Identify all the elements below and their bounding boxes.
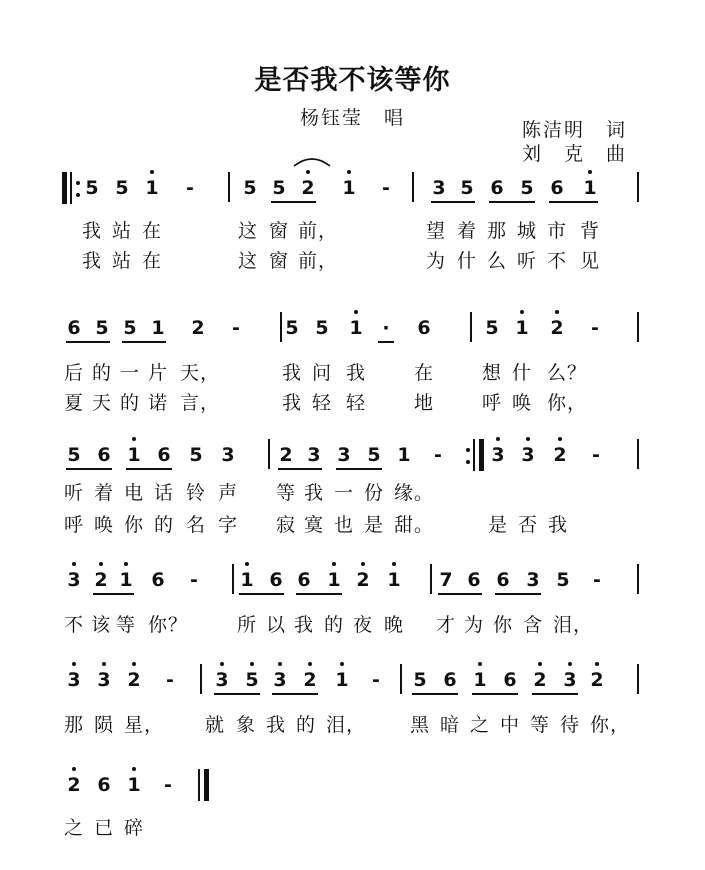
lyric-char: 轻 xyxy=(346,392,367,414)
song-title: 是否我不该等你 xyxy=(254,65,451,96)
jianpu-note: 1 xyxy=(143,177,161,199)
lyric-char: 问 xyxy=(312,362,333,384)
jianpu-note: - xyxy=(232,317,240,339)
jianpu-note: - xyxy=(593,569,601,591)
note-underline xyxy=(336,468,382,470)
note-underline xyxy=(532,693,578,695)
jianpu-note: 1 xyxy=(385,569,403,591)
jianpu-note: - xyxy=(190,569,198,591)
jianpu-note: 1 xyxy=(117,569,135,591)
jianpu-note: 1 xyxy=(340,177,358,199)
final-barline-thin xyxy=(198,769,200,801)
note-underline xyxy=(214,693,260,695)
lyric-char: 听 xyxy=(517,250,538,272)
lyric-char: 么 xyxy=(487,250,508,272)
jianpu-note: 5 xyxy=(520,177,534,199)
lyric-char: 那 xyxy=(64,714,85,736)
lyric-char: 诺 xyxy=(148,392,169,414)
barline xyxy=(228,172,230,202)
jianpu-note: 2 xyxy=(548,317,566,339)
jianpu-note: 2 xyxy=(588,669,606,691)
lyric-char: 象 xyxy=(236,714,257,736)
lyric-char: 窗 xyxy=(269,220,290,242)
lyric-char: 我 xyxy=(346,362,367,384)
jianpu-note: 5 xyxy=(285,317,299,339)
barline xyxy=(200,664,202,694)
slur-path xyxy=(294,159,330,166)
lyric-char: 晚 xyxy=(384,614,405,636)
lyric-char: 我 xyxy=(82,250,103,272)
jianpu-note: 3 xyxy=(561,669,579,691)
note-underline xyxy=(549,201,598,203)
jianpu-note: 1 xyxy=(325,569,343,591)
barline xyxy=(637,439,639,469)
barline xyxy=(637,172,639,202)
lyric-char: 我 xyxy=(82,220,103,242)
jianpu-note: - xyxy=(434,444,442,466)
jianpu-note: 2 xyxy=(299,177,317,199)
jianpu-note: 3 xyxy=(337,444,351,466)
repeat-open-thick xyxy=(62,172,67,204)
lyric-char: 才 xyxy=(436,614,457,636)
repeat-dot xyxy=(76,193,80,197)
lyric-char: 等 xyxy=(530,714,551,736)
lyric-char: 你， xyxy=(547,392,588,414)
jianpu-note: - xyxy=(186,177,194,199)
lyric-char: 之 xyxy=(470,714,491,736)
jianpu-note: 3 xyxy=(213,669,231,691)
lyric-char: 站 xyxy=(112,250,133,272)
jianpu-note: 1 xyxy=(471,669,489,691)
lyric-char: 站 xyxy=(112,220,133,242)
lyric-char: 一 xyxy=(120,362,141,384)
note-underline xyxy=(271,201,316,203)
jianpu-note: 5 xyxy=(485,317,499,339)
barline xyxy=(268,439,270,469)
jianpu-note: - xyxy=(166,669,174,691)
jianpu-note: 3 xyxy=(519,444,537,466)
lyric-char: 为 xyxy=(426,250,447,272)
lyric-char: 你， xyxy=(590,714,631,736)
lyric-char: 在 xyxy=(414,362,435,384)
lyric-char: 不 xyxy=(547,250,568,272)
lyric-char: 呼 xyxy=(482,392,503,414)
lyric-char: 你 xyxy=(124,514,145,536)
jianpu-note: - xyxy=(591,317,599,339)
lyric-char: 的 xyxy=(296,714,317,736)
lyric-char: 黑 xyxy=(410,714,431,736)
lyric-char: 声 xyxy=(218,482,239,504)
jianpu-note: 5 xyxy=(413,669,427,691)
lyric-char: 唤 xyxy=(512,392,533,414)
lyric-char: 暗 xyxy=(440,714,461,736)
jianpu-note: 5 xyxy=(243,669,261,691)
note-underline xyxy=(278,468,322,470)
lyric-char: 想 xyxy=(482,362,503,384)
lyric-char: 夜 xyxy=(353,614,374,636)
jianpu-note: 1 xyxy=(581,177,599,199)
jianpu-note: 5 xyxy=(85,177,99,199)
jianpu-note: 3 xyxy=(221,444,235,466)
jianpu-note: - xyxy=(382,177,390,199)
jianpu-note: · xyxy=(382,317,390,339)
jianpu-note: 6 xyxy=(67,317,81,339)
jianpu-note: 6 xyxy=(550,177,564,199)
lyric-char: 星， xyxy=(124,714,165,736)
lyric-char: 听 xyxy=(64,482,85,504)
lyric-char: 前， xyxy=(298,220,339,242)
lyric-char: 以 xyxy=(266,614,287,636)
lyric-char: 为 xyxy=(464,614,485,636)
barline xyxy=(430,564,432,594)
lyric-char: 窗 xyxy=(269,250,290,272)
lyric-char: 字 xyxy=(218,514,239,536)
jianpu-note: 3 xyxy=(432,177,446,199)
lyric-char: 已 xyxy=(94,817,115,839)
lyric-char: 什 xyxy=(457,250,478,272)
lyric-char: 所 xyxy=(237,614,258,636)
jianpu-note: 3 xyxy=(65,569,83,591)
lyric-char: 这 xyxy=(238,250,259,272)
lyric-char: 不 xyxy=(64,614,85,636)
jianpu-note: 5 xyxy=(115,177,129,199)
lyric-char: 泪， xyxy=(326,714,367,736)
lyric-char: 你？ xyxy=(148,614,189,636)
repeat-dot xyxy=(466,448,470,452)
lyric-char: 片 xyxy=(148,362,169,384)
jianpu-note: 6 xyxy=(157,444,171,466)
lyric-char: 我 xyxy=(282,362,303,384)
note-underline xyxy=(489,201,535,203)
lyric-char: 也 xyxy=(334,514,355,536)
lyric-char: 唤 xyxy=(94,514,115,536)
lyric-char: 天 xyxy=(92,392,113,414)
jianpu-note: 6 xyxy=(269,569,283,591)
barline xyxy=(637,312,639,342)
lyric-char: 的 xyxy=(92,362,113,384)
lyric-char: 寞 xyxy=(304,514,325,536)
lyric-char: 市 xyxy=(547,220,568,242)
lyric-char: 着 xyxy=(457,220,478,242)
lyric-char: 寂 xyxy=(276,514,297,536)
lyric-char: 背 xyxy=(580,220,601,242)
lyric-char: 城 xyxy=(517,220,538,242)
lyric-char: 的 xyxy=(154,514,175,536)
lyric-char: 我 xyxy=(304,482,325,504)
lyric-char: 份 xyxy=(364,482,385,504)
note-underline xyxy=(472,693,518,695)
lyric-char: 呼 xyxy=(64,514,85,536)
jianpu-note: 6 xyxy=(490,177,504,199)
jianpu-note: 5 xyxy=(460,177,474,199)
lyric-char: 的 xyxy=(324,614,345,636)
note-underline xyxy=(239,593,284,595)
note-underline xyxy=(66,341,110,343)
jianpu-note: 6 xyxy=(417,317,431,339)
singer-credit: 杨钰莹 唱 xyxy=(300,107,406,129)
jianpu-note: 3 xyxy=(489,444,507,466)
jianpu-note: 1 xyxy=(125,774,143,796)
lyric-char: 轻 xyxy=(312,392,333,414)
composer-credit: 刘 克 曲 xyxy=(522,143,628,165)
jianpu-note: 2 xyxy=(531,669,549,691)
jianpu-note: 5 xyxy=(556,569,570,591)
lyric-char: 就 xyxy=(205,714,226,736)
final-barline-thick xyxy=(204,769,209,801)
jianpu-note: 2 xyxy=(301,669,319,691)
jianpu-note: 5 xyxy=(272,177,286,199)
repeat-dot xyxy=(466,460,470,464)
lyric-char: 陨 xyxy=(94,714,115,736)
lyric-char: 么？ xyxy=(547,362,588,384)
lyric-char: 什 xyxy=(512,362,533,384)
lyric-char: 名 xyxy=(186,514,207,536)
lyric-char: 那 xyxy=(487,220,508,242)
note-underline xyxy=(412,693,458,695)
lyric-char: 见 xyxy=(580,250,601,272)
jianpu-note: 1 xyxy=(238,569,256,591)
lyric-char: 望 xyxy=(426,220,447,242)
note-underline xyxy=(431,201,475,203)
repeat-close-thin xyxy=(473,439,475,471)
jianpu-note: 2 xyxy=(551,444,569,466)
lyric-char: 我 xyxy=(282,392,303,414)
jianpu-note: 6 xyxy=(97,774,111,796)
lyric-char: 这 xyxy=(238,220,259,242)
barline xyxy=(637,564,639,594)
lyric-char: 是 xyxy=(488,514,509,536)
lyricist-credit: 陈洁明 词 xyxy=(522,119,628,141)
note-underline xyxy=(272,693,318,695)
jianpu-note: 2 xyxy=(354,569,372,591)
barline xyxy=(412,172,414,202)
jianpu-note: 5 xyxy=(95,317,109,339)
jianpu-note: 6 xyxy=(496,569,510,591)
barline xyxy=(232,564,234,594)
lyric-char: 待 xyxy=(560,714,581,736)
jianpu-note: 3 xyxy=(65,669,83,691)
lyric-char: 电 xyxy=(124,482,145,504)
lyric-char: 一 xyxy=(334,482,355,504)
jianpu-note: 2 xyxy=(279,444,293,466)
note-underline xyxy=(438,593,482,595)
lyric-char: 后 xyxy=(64,362,85,384)
note-underline xyxy=(122,341,166,343)
lyric-char: 该 xyxy=(91,614,112,636)
repeat-dot xyxy=(76,181,80,185)
jianpu-note: - xyxy=(372,669,380,691)
jianpu-note: 1 xyxy=(513,317,531,339)
lyric-char: 我 xyxy=(548,514,569,536)
jianpu-note: 5 xyxy=(243,177,257,199)
lyric-char: 中 xyxy=(500,714,521,736)
barline xyxy=(470,312,472,342)
lyric-char: 前， xyxy=(298,250,339,272)
lyric-char: 碎 xyxy=(124,817,145,839)
note-underline xyxy=(66,468,112,470)
note-underline xyxy=(378,341,394,343)
lyric-char: 的 xyxy=(120,392,141,414)
jianpu-note: 6 xyxy=(443,669,457,691)
jianpu-note: - xyxy=(592,444,600,466)
slur xyxy=(292,154,332,168)
lyric-char: 等 xyxy=(276,482,297,504)
note-underline xyxy=(93,593,134,595)
lyric-char: 泪， xyxy=(553,614,594,636)
lyric-char: 铃 xyxy=(186,482,207,504)
lyric-char: 言， xyxy=(180,392,221,414)
jianpu-note: 1 xyxy=(151,317,165,339)
jianpu-note: 5 xyxy=(67,444,81,466)
lyric-char: 否 xyxy=(518,514,539,536)
note-underline xyxy=(296,593,342,595)
jianpu-note: 6 xyxy=(503,669,517,691)
jianpu-note: 6 xyxy=(97,444,111,466)
lyric-char: 甜。 xyxy=(394,514,435,536)
lyric-char: 话 xyxy=(154,482,175,504)
jianpu-note: 7 xyxy=(439,569,453,591)
lyric-char: 夏 xyxy=(64,392,85,414)
jianpu-note: 5 xyxy=(189,444,203,466)
lyric-char: 地 xyxy=(414,392,435,414)
jianpu-note: 5 xyxy=(367,444,381,466)
jianpu-note: 1 xyxy=(397,444,411,466)
jianpu-note: 2 xyxy=(191,317,205,339)
jianpu-note: 3 xyxy=(95,669,113,691)
lyric-char: 我 xyxy=(294,614,315,636)
lyric-char: 等 xyxy=(116,614,137,636)
lyric-char: 是 xyxy=(364,514,385,536)
note-underline xyxy=(126,468,172,470)
note-underline xyxy=(495,593,541,595)
lyric-char: 在 xyxy=(142,220,163,242)
lyric-char: 之 xyxy=(64,817,85,839)
jianpu-note: 3 xyxy=(526,569,540,591)
repeat-open-thin xyxy=(70,172,72,204)
jianpu-note: 2 xyxy=(92,569,110,591)
lyric-char: 你 xyxy=(493,614,514,636)
jianpu-note: 2 xyxy=(125,669,143,691)
jianpu-note: 1 xyxy=(333,669,351,691)
lyric-char: 在 xyxy=(142,250,163,272)
barline xyxy=(637,664,639,694)
jianpu-note: - xyxy=(164,774,172,796)
jianpu-note: 6 xyxy=(467,569,481,591)
jianpu-note: 3 xyxy=(307,444,321,466)
jianpu-note: 3 xyxy=(271,669,289,691)
lyric-char: 我 xyxy=(266,714,287,736)
lyric-char: 含 xyxy=(523,614,544,636)
barline xyxy=(280,312,282,342)
jianpu-note: 6 xyxy=(297,569,311,591)
jianpu-note: 2 xyxy=(65,774,83,796)
lyric-char: 着 xyxy=(94,482,115,504)
repeat-close-thick xyxy=(479,439,484,471)
barline xyxy=(400,664,402,694)
jianpu-note: 1 xyxy=(125,444,143,466)
jianpu-note: 6 xyxy=(151,569,165,591)
jianpu-note: 1 xyxy=(347,317,365,339)
jianpu-note: 5 xyxy=(315,317,329,339)
lyric-char: 缘。 xyxy=(394,482,435,504)
lyric-char: 天， xyxy=(180,362,221,384)
jianpu-note: 5 xyxy=(123,317,137,339)
